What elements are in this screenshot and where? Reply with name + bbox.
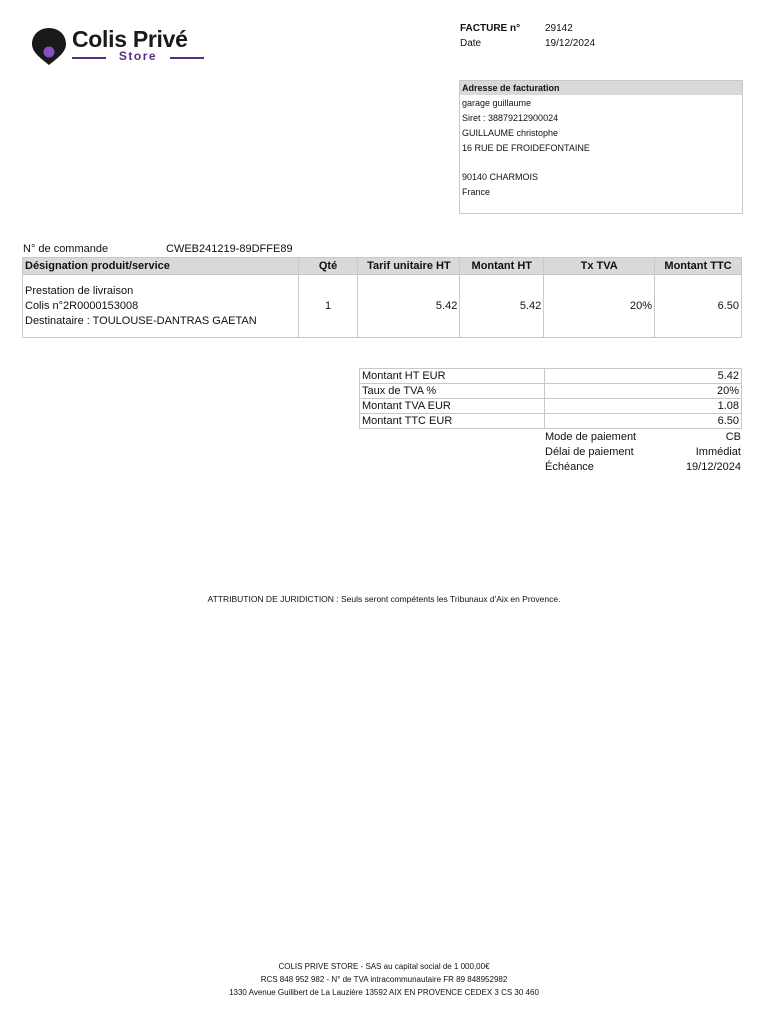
billing-line: France bbox=[462, 187, 491, 197]
total-value: 6.50 bbox=[544, 414, 741, 429]
invoice-number-label: FACTURE n° bbox=[460, 23, 521, 34]
footer-line: RCS 848 952 982 - N° de TVA intracommunautaire FR 89 848952982 bbox=[260, 975, 508, 984]
items-table bbox=[22, 257, 742, 338]
location-pin-icon bbox=[30, 26, 68, 66]
order-number: CWEB241219-89DFFE89 bbox=[166, 243, 293, 255]
footer-line: COLIS PRIVE STORE - SAS au capital social de 1 000,00€ bbox=[278, 962, 490, 971]
brand-sub-text: Store bbox=[118, 49, 158, 63]
payment-due-value: 19/12/2024 bbox=[685, 461, 741, 473]
cell-description bbox=[23, 275, 299, 338]
payment-delay-value: Immédiat bbox=[695, 446, 741, 458]
billing-line: GUILLAUME christophe bbox=[462, 128, 559, 138]
billing-line: 90140 CHARMOIS bbox=[462, 172, 539, 182]
cell-unit-price: 5.42 bbox=[358, 275, 460, 338]
billing-address-box bbox=[459, 80, 743, 214]
header-amount-ttc: Montant TTC bbox=[655, 258, 742, 275]
total-label: Montant TVA EUR bbox=[360, 399, 545, 414]
description-line: Destinataire : TOULOUSE-DANTRAS GAETAN bbox=[25, 314, 257, 327]
brand-logo bbox=[30, 26, 68, 71]
billing-address-title: Adresse de facturation bbox=[460, 81, 742, 95]
invoice-date-label: Date bbox=[460, 38, 482, 49]
invoice-number: 29142 bbox=[545, 23, 573, 34]
invoice-date: 19/12/2024 bbox=[545, 38, 596, 49]
payment-delay-label: Délai de paiement bbox=[545, 446, 634, 458]
total-label: Montant TTC EUR bbox=[360, 414, 545, 429]
header-unit-price: Tarif unitaire HT bbox=[358, 258, 460, 275]
header-qty: Qté bbox=[298, 258, 358, 275]
jurisdiction-notice: ATTRIBUTION DE JURIDICTION : Seuls seront compétents les Tribunaux d'Aix en Provence. bbox=[207, 594, 561, 604]
brand-name: Colis Privé bbox=[72, 26, 188, 52]
payment-mode-value: CB bbox=[725, 431, 741, 443]
billing-line: 16 RUE DE FROIDEFONTAINE bbox=[462, 143, 590, 153]
billing-line: Siret : 38879212900024 bbox=[462, 113, 559, 123]
total-value: 5.42 bbox=[544, 369, 741, 384]
totals-row bbox=[360, 369, 742, 384]
header-designation: Désignation produit/service bbox=[23, 258, 299, 275]
total-value: 20% bbox=[544, 384, 741, 399]
header-vat-rate: Tx TVA bbox=[544, 258, 655, 275]
order-number-label: N° de commande bbox=[23, 243, 109, 255]
table-header-row bbox=[23, 258, 742, 275]
cell-amount-ht: 5.42 bbox=[460, 275, 544, 338]
table-row bbox=[23, 275, 742, 338]
cell-vat-rate: 20% bbox=[544, 275, 655, 338]
total-value: 1.08 bbox=[544, 399, 741, 414]
payment-due-label: Échéance bbox=[545, 461, 594, 473]
cell-qty: 1 bbox=[298, 275, 358, 338]
footer-line: 1330 Avenue Guilibert de La Lauzière 13592 AIX EN PROVENCE CEDEX 3 CS 30 460 bbox=[229, 988, 539, 997]
total-label: Taux de TVA % bbox=[360, 384, 545, 399]
header-amount-ht: Montant HT bbox=[460, 258, 544, 275]
totals-row bbox=[360, 384, 742, 399]
brand-sub bbox=[72, 50, 204, 64]
cell-amount-ttc: 6.50 bbox=[655, 275, 742, 338]
description-line: Colis n°2R0000153008 bbox=[25, 299, 139, 312]
totals-row bbox=[360, 399, 742, 414]
totals-table bbox=[359, 368, 742, 429]
billing-line: garage guillaume bbox=[462, 98, 532, 108]
payment-mode-label: Mode de paiement bbox=[545, 431, 637, 443]
totals-row bbox=[360, 414, 742, 429]
description-line: Prestation de livraison bbox=[25, 284, 134, 297]
total-label: Montant HT EUR bbox=[360, 369, 545, 384]
